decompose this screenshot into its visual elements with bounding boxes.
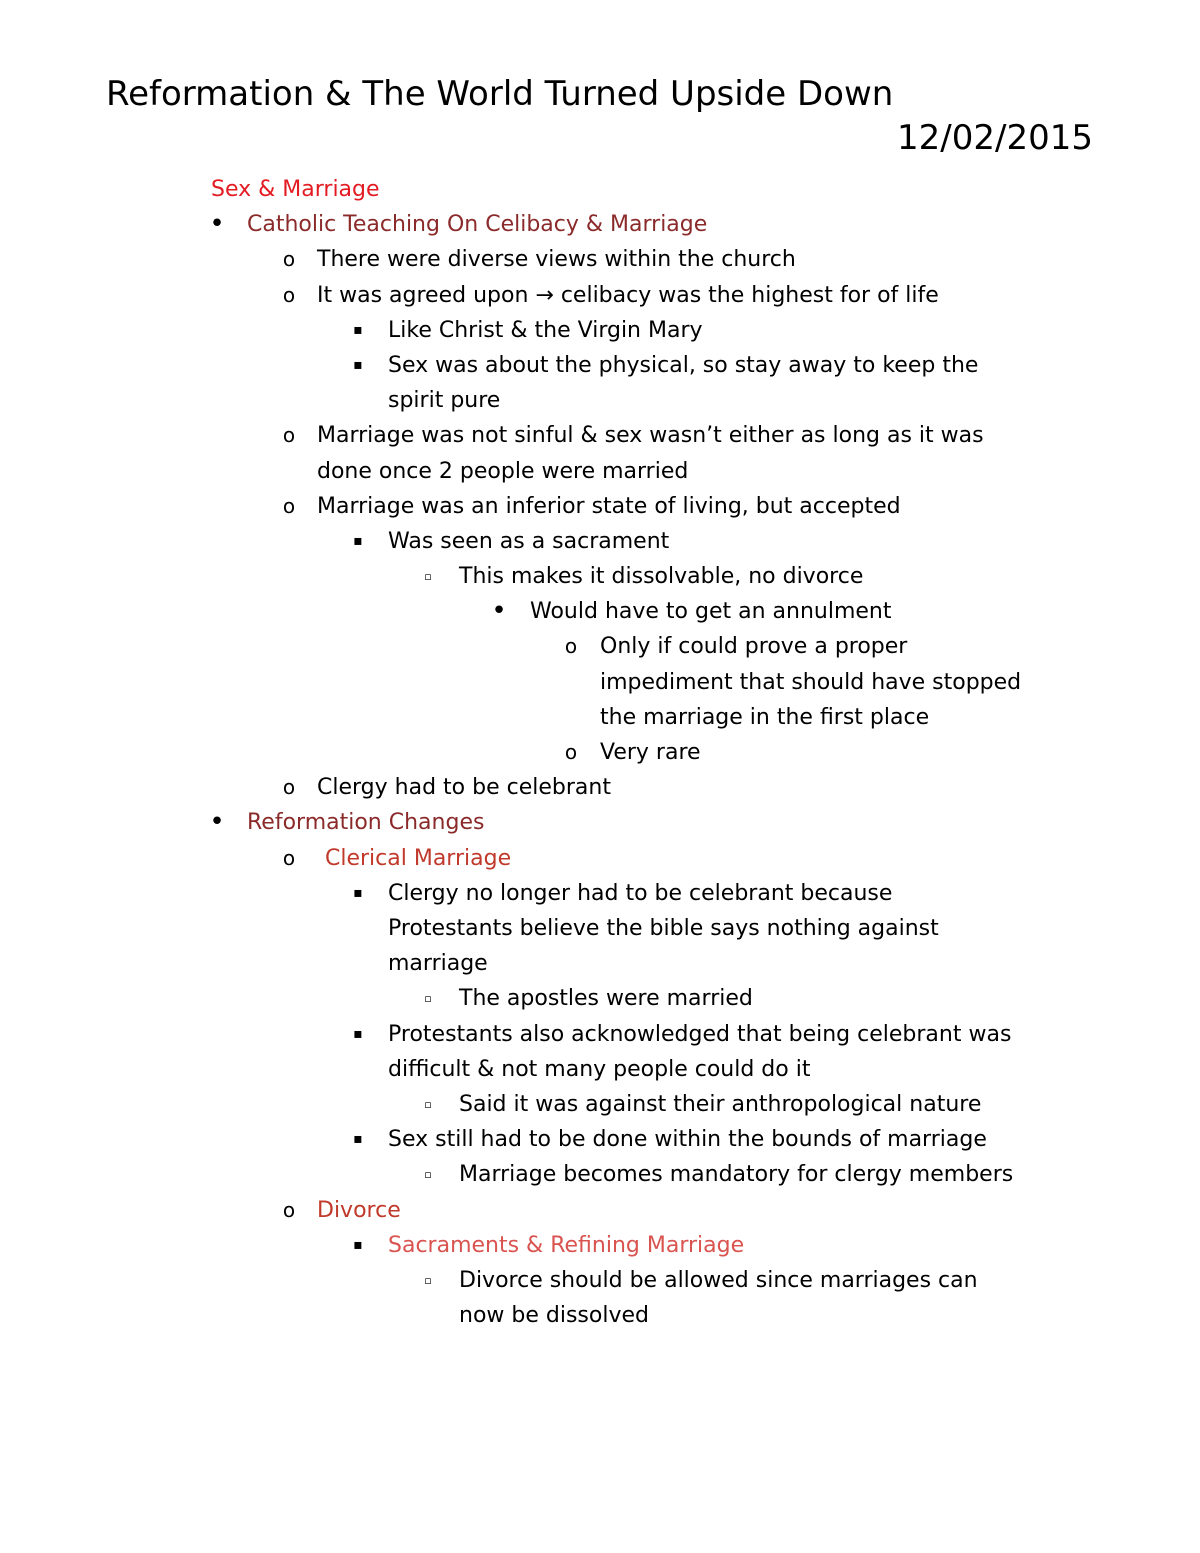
list-item-line: difficult & not many people could do it xyxy=(388,1056,811,1082)
arrow-right-icon: → xyxy=(535,282,554,308)
small-square-bullet-icon: ▫ xyxy=(424,1097,432,1111)
list-item-line: Clergy no longer had to be celebrant because xyxy=(388,880,893,906)
list-item-text: Was seen as a sacrament xyxy=(388,528,670,554)
list-item xyxy=(0,313,1200,348)
list-item-line: Marriage was not sinful & sex wasn’t either as long as it was xyxy=(317,423,984,449)
text-before-arrow: It was agreed upon xyxy=(317,282,529,308)
list-item-text: Would have to get an annulment xyxy=(530,599,892,625)
list-item-line: marriage xyxy=(388,951,488,977)
list-item-line: the marriage in the first place xyxy=(600,704,930,730)
list-item-text: Said it was against their anthropological nature xyxy=(459,1091,982,1117)
square-bullet-icon: ▪ xyxy=(353,1236,363,1253)
outline-item-sacraments xyxy=(0,1228,1200,1263)
outline-list xyxy=(0,172,1200,1333)
outline-item-reformation-changes xyxy=(0,805,1200,840)
outline-item-clerical-marriage xyxy=(0,841,1200,876)
circle-bullet-icon: o xyxy=(282,493,296,518)
square-bullet-icon: ▪ xyxy=(353,1025,363,1042)
list-item xyxy=(0,735,1200,770)
list-item-line: impediment that should have stopped xyxy=(600,669,1022,695)
heading-sex-marriage: Sex & Marriage xyxy=(211,177,380,202)
disc-bullet-icon: • xyxy=(209,209,225,240)
list-item xyxy=(0,1087,1200,1122)
list-item xyxy=(0,1017,1200,1087)
list-item xyxy=(0,981,1200,1016)
circle-bullet-icon: o xyxy=(282,1197,296,1222)
small-square-bullet-icon: ▫ xyxy=(424,992,432,1006)
heading-catholic-teaching: Catholic Teaching On Celibacy & Marriage xyxy=(247,212,708,238)
square-bullet-icon: ▪ xyxy=(353,1131,363,1148)
list-item xyxy=(0,278,1200,313)
list-item-line: Only if could prove a proper xyxy=(600,634,908,660)
list-item xyxy=(0,559,1200,594)
heading-clerical-marriage: Clerical Marriage xyxy=(325,845,512,871)
document-date: 12/02/2015 xyxy=(897,118,1093,158)
disc-bullet-icon: • xyxy=(209,807,225,838)
heading-reformation-changes: Reformation Changes xyxy=(247,810,485,836)
list-item-text: This makes it dissolvable, no divorce xyxy=(459,564,864,590)
list-item-text: Marriage becomes mandatory for clergy members xyxy=(459,1162,1014,1188)
disc-bullet-icon: • xyxy=(491,596,507,627)
list-item-text: Like Christ & the Virgin Mary xyxy=(388,317,703,343)
circle-bullet-icon: o xyxy=(282,282,296,307)
list-item xyxy=(0,348,1200,418)
list-item xyxy=(0,876,1200,982)
document-title: Reformation & The World Turned Upside Down xyxy=(106,74,894,114)
list-item-text: Marriage was an inferior state of living, but accepted xyxy=(317,493,901,519)
list-item xyxy=(0,418,1200,488)
list-item xyxy=(0,770,1200,805)
square-bullet-icon: ▪ xyxy=(353,884,363,901)
heading-sacraments-refining-marriage: Sacraments & Refining Marriage xyxy=(388,1232,745,1258)
list-item xyxy=(0,242,1200,277)
heading-divorce: Divorce xyxy=(317,1197,401,1223)
small-square-bullet-icon: ▫ xyxy=(424,1273,432,1287)
outline-item-divorce xyxy=(0,1193,1200,1228)
square-bullet-icon: ▪ xyxy=(353,321,363,338)
list-item xyxy=(0,524,1200,559)
circle-bullet-icon: o xyxy=(282,775,296,800)
list-item-text: The apostles were married xyxy=(459,986,753,1012)
list-item xyxy=(0,1157,1200,1192)
list-item-line: Protestants believe the bible says nothing against xyxy=(388,916,939,941)
circle-bullet-icon: o xyxy=(282,845,296,870)
list-item xyxy=(0,1122,1200,1157)
list-item xyxy=(0,629,1200,735)
outline-item-sex-marriage xyxy=(0,172,1200,207)
small-square-bullet-icon: ▫ xyxy=(424,570,432,584)
list-item-line: Protestants also acknowledged that being celebrant was xyxy=(388,1021,1012,1047)
circle-bullet-icon: o xyxy=(282,423,296,448)
outline-item-catholic-teaching xyxy=(0,207,1200,242)
list-item-line: done once 2 people were married xyxy=(317,458,689,484)
circle-bullet-icon: o xyxy=(282,247,296,272)
list-item-text xyxy=(317,278,939,313)
square-bullet-icon: ▪ xyxy=(353,356,363,373)
small-square-bullet-icon: ▫ xyxy=(424,1168,432,1182)
list-item-text: Very rare xyxy=(600,740,701,766)
list-item-text: Sex still had to be done within the bounds of marriage xyxy=(388,1127,987,1153)
list-item-line: Sex was about the physical, so stay away to keep the xyxy=(388,352,979,378)
square-bullet-icon: ▪ xyxy=(353,532,363,549)
text-after-arrow: celibacy was the highest for of life xyxy=(560,282,939,308)
circle-bullet-icon: o xyxy=(564,740,578,765)
list-item xyxy=(0,1263,1200,1333)
list-item-line: spirit pure xyxy=(388,388,501,414)
circle-bullet-icon: o xyxy=(564,634,578,659)
list-item-line: now be dissolved xyxy=(459,1303,649,1329)
list-item-text: Clergy had to be celebrant xyxy=(317,775,611,801)
list-item xyxy=(0,489,1200,524)
list-item xyxy=(0,594,1200,629)
list-item-text: There were diverse views within the church xyxy=(317,247,796,273)
list-item-line: Divorce should be allowed since marriages can xyxy=(459,1267,978,1293)
